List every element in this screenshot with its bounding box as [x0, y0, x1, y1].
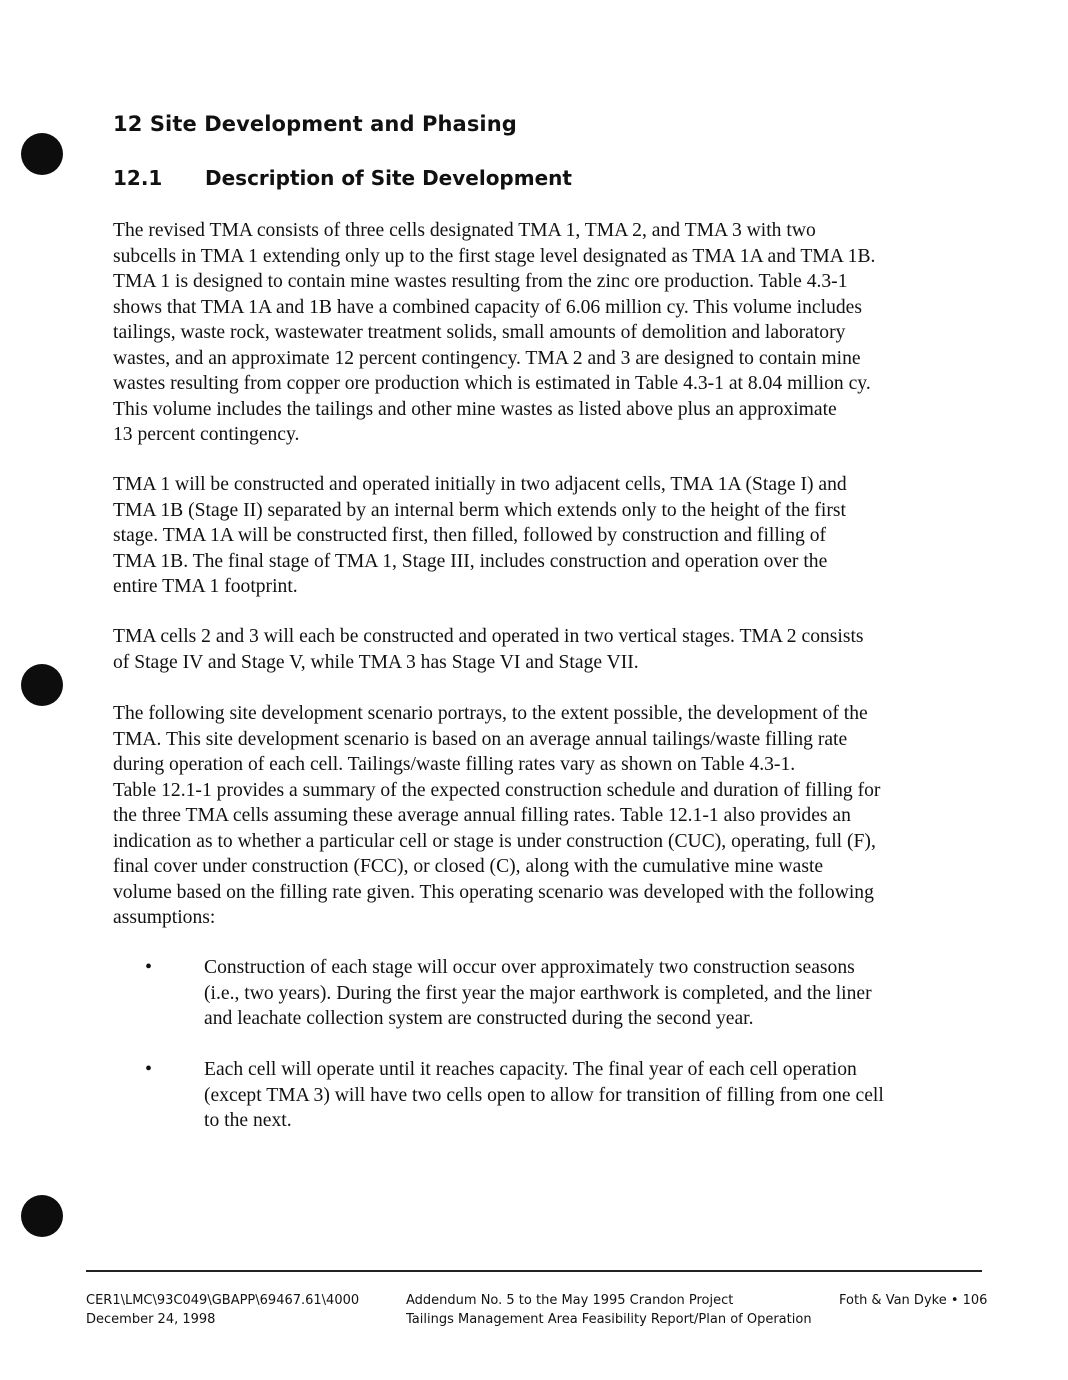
text-line: This volume includes the tailings and other mine wastes as listed above plus an approximate [113, 398, 837, 420]
text-line: of Stage IV and Stage V, while TMA 3 has Stage VI and Stage VII. [113, 651, 639, 673]
footer-divider [86, 1270, 982, 1272]
text-line: TMA. This site development scenario is based on an average annual tailings/waste filling rate [113, 728, 848, 750]
footer-right [839, 1291, 987, 1310]
text-line: tailings, waste rock, wastewater treatment solids, small amounts of demolition and laboratory [113, 322, 846, 343]
subsection-number: 12.1 [113, 166, 163, 190]
text-line: Each cell will operate until it reaches capacity. The final year of each cell operation [204, 1059, 857, 1080]
text-line: TMA 1 will be constructed and operated initially in two adjacent cells, TMA 1A (Stage I) and [113, 474, 847, 495]
punch-hole-top [21, 133, 63, 175]
text-line: entire TMA 1 footprint. [113, 576, 298, 597]
subsection-heading [113, 166, 572, 190]
text-line: The revised TMA consists of three cells designated TMA 1, TMA 2, and TMA 3 with two [113, 220, 816, 241]
text-line: indication as to whether a particular cell or stage is under construction (CUC), operating, full (F), [113, 830, 876, 852]
text-line: assumptions: [113, 907, 216, 928]
bullet-item-2 [204, 1057, 964, 1134]
paragraph-1 [113, 218, 953, 448]
text-line: TMA 1B (Stage II) separated by an internal berm which extends only to the height of the first [113, 499, 846, 521]
bullet-marker-1: • [145, 956, 153, 978]
text-line: during operation of each cell. Tailings/waste filling rates vary as shown on Table 4.3-1. [113, 754, 796, 775]
text-line: wastes, and an approximate 12 percent contingency. TMA 2 and 3 are designed to contain mine [113, 347, 861, 369]
text-line: The following site development scenario portrays, to the extent possible, the development of the [113, 703, 868, 724]
bullet-item-1 [204, 955, 964, 1032]
footer-addendum: Addendum No. 5 to the May 1995 Crandon Project [406, 1293, 734, 1308]
text-line: subcells in TMA 1 extending only up to the first stage level designated as TMA 1A and TMA 1B. [113, 245, 876, 267]
footer-file-path: CER1\LMC\93C049\GBAPP\69467.61\4000 [86, 1293, 360, 1308]
punch-hole-middle [21, 664, 63, 706]
text-line: the three TMA cells assuming these average annual filling rates. Table 12.1-1 also provides an [113, 805, 851, 826]
text-line: stage. TMA 1A will be constructed first, then filled, followed by construction and filling of [113, 525, 827, 546]
text-line: (i.e., two years). During the first year the major earthwork is completed, and the liner [204, 982, 872, 1004]
text-line: TMA 1 is designed to contain mine wastes resulting from the zinc ore production. Table 4.3-1 [113, 271, 848, 292]
text-line: TMA 1B. The final stage of TMA 1, Stage III, includes construction and operation over the [113, 550, 828, 572]
paragraph-4 [113, 701, 953, 931]
text-line: wastes resulting from copper ore production which is estimated in Table 4.3-1 at 8.04 million cy. [113, 373, 871, 394]
paragraph-2 [113, 472, 953, 600]
text-line: to the next. [204, 1110, 292, 1131]
punch-hole-bottom [21, 1195, 63, 1237]
subsection-title: Description of Site Development [205, 166, 572, 190]
text-line: Construction of each stage will occur over approximately two construction seasons [204, 957, 855, 978]
footer-report: Tailings Management Area Feasibility Report/Plan of Operation [406, 1312, 812, 1327]
text-line: and leachate collection system are constructed during the second year. [204, 1008, 754, 1029]
paragraph-3 [113, 624, 953, 675]
footer-company-page: Foth & Van Dyke • 106 [839, 1293, 988, 1308]
footer-center [406, 1291, 812, 1329]
footer-left [86, 1291, 359, 1329]
footer-date: December 24, 1998 [86, 1312, 216, 1327]
text-line: TMA cells 2 and 3 will each be constructed and operated in two vertical stages. TMA 2 consists [113, 626, 864, 647]
text-line: volume based on the filling rate given. This operating scenario was developed with the following [113, 881, 874, 903]
text-line: shows that TMA 1A and 1B have a combined capacity of 6.06 million cy. This volume includes [113, 296, 862, 318]
section-title: 12 Site Development and Phasing [113, 112, 517, 136]
text-line: final cover under construction (FCC), or closed (C), along with the cumulative mine waste [113, 856, 824, 877]
text-line: Table 12.1-1 provides a summary of the expected construction schedule and duration of filling for [113, 779, 881, 801]
text-line: 13 percent contingency. [113, 424, 300, 445]
text-line: (except TMA 3) will have two cells open to allow for transition of filling from one cell [204, 1084, 884, 1106]
bullet-marker-2: • [145, 1058, 153, 1080]
